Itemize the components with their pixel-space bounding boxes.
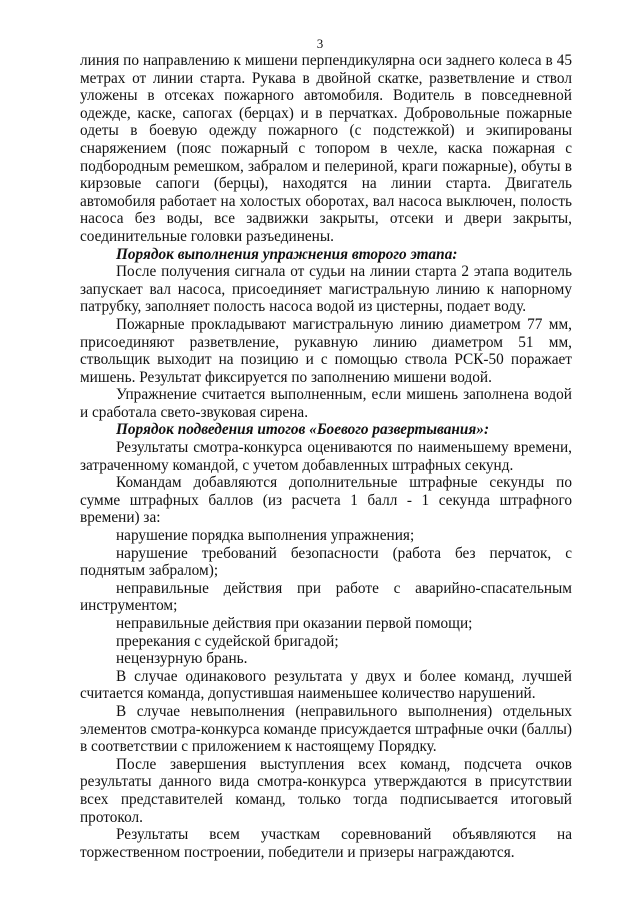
page-number: 3 <box>316 36 324 51</box>
paragraph: Результаты всем участкам соревнований объявляются на торжественном построении, победители и призеры награждаются. <box>80 826 572 861</box>
list-item: нецензурную брань. <box>116 650 248 668</box>
list-item: нарушение требований безопасности (работа без перчаток, с поднятым забралом); <box>80 544 572 580</box>
section-heading: Порядок выполнения упражнения второго этапа: <box>116 245 458 263</box>
paragraph: Командам добавляются дополнительные штрафные секунды по сумме штрафных баллов (из расчета 1 балл - 1 секунда штрафного времени) за: <box>80 474 572 527</box>
paragraph: Результаты смотра-конкурса оцениваются по наименьшему времени, затраченному командой, с учетом добавленных штрафных секунд. <box>80 439 572 474</box>
list-item: пререкания с судейской бригадой; <box>116 632 339 650</box>
list-item: нарушение порядка выполнения упражнения; <box>116 527 415 545</box>
paragraph: После завершения выступления всех команд, подсчета очков результаты данного вида смотра-конкурса утверждаются в присутствии всех представителей команд, только тогда подписывается итоговый протокол. <box>80 755 572 826</box>
paragraph: В случае одинакового результата у двух и более команд, лучшей считается команда, допустившая наименьшее количество нарушений. <box>80 667 572 703</box>
paragraph: Упражнение считается выполненным, если мишень заполнена водой и сработала свето-звуковая сирена. <box>80 386 572 421</box>
document-body <box>80 52 572 861</box>
section-heading: Порядок подведения итогов «Боевого развертывания»: <box>116 421 490 439</box>
paragraph: После получения сигнала от судьи на линии старта 2 этапа водитель запускает вал насоса, присоединяет магистральную линию к напорному патрубку, заполняет полость насоса водой из цистерны, подает воду. <box>80 263 572 316</box>
list-item: неправильные действия при работе с аварийно-спасательным инструментом; <box>80 579 572 615</box>
paragraph: В случае невыполнения (неправильного выполнения) отдельных элементов смотра-конкурса команде присуждается штрафные очки (баллы) в соответствии с приложением к настоящему Порядку. <box>80 702 572 756</box>
paragraph: Пожарные прокладывают магистральную линию диаметром 77 мм, присоединяют разветвление, рукавную линию диаметром 51 мм, ствольщик выходит на позицию и с помощью ствола РСК-50 поражает мишень. Результат фиксируется по заполнению мишени водой. <box>80 315 572 386</box>
list-item: неправильные действия при оказании первой помощи; <box>116 615 473 632</box>
paragraph: линия по направлению к мишени перпендикулярна оси заднего колеса в 45 метрах от линии старта. Рукава в двойной скатке, разветвление и ствол уложены в отсеках пожарного автомобиля. Водитель в повседневной одежде, каске, сапогах (берцах) и в перчатках. Добровольные пожарные одеты в боевую одежду пожарного (с подстежкой) и экипированы снаряжением (пояс пожарный с топором в чехле, каска пожарная с подбородным ремешком, забралом и пелериной, краги пожарные), обуты в кирзовые сапоги (берцы), находятся на линии старта. Двигатель автомобиля работает на холостых оборотах, вал насоса выключен, полость насоса без воды, все задвижки закрыты, отсеки и двери закрыты, соединительные головки разъединены. <box>80 52 572 245</box>
